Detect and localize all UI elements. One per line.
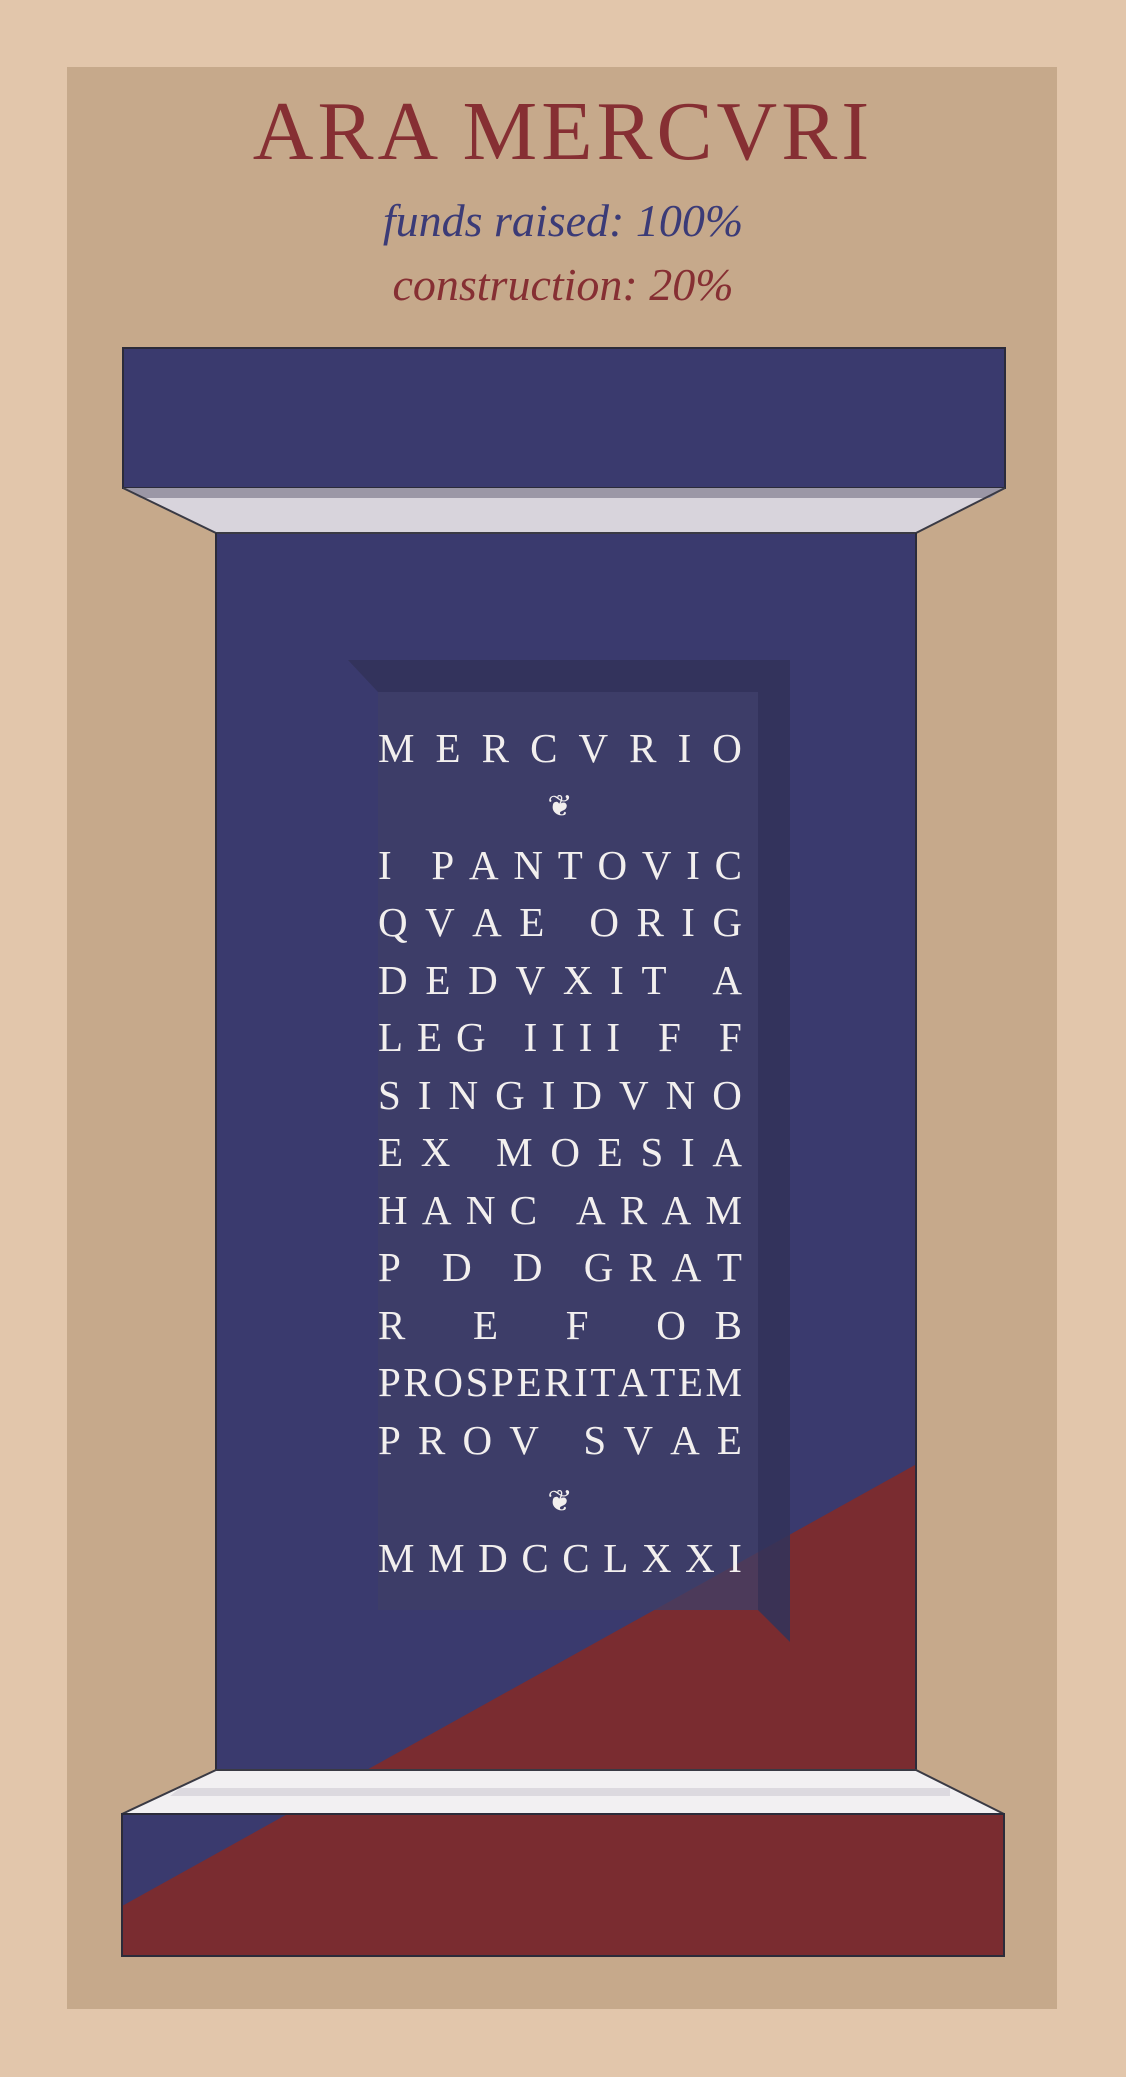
inscription-line: L E G I I I I F F [378,1014,742,1060]
capital-molding-shade [123,488,1005,498]
inscription-line: P R O V S V A E [378,1416,742,1463]
altar-inscription [378,720,742,1588]
construction-status: construction: 20% [392,259,734,310]
inscription-line: P D D G R A T [378,1244,742,1290]
inscription-body [378,837,742,1470]
page-title: ARA MERCVRI [252,85,874,178]
base-molding-shade [170,1788,950,1796]
inscription-date: M M D C C L X X I [378,1535,742,1581]
inscription-line: S I N G I D V N O [378,1071,742,1118]
hedera-divider-icon: ❦ [547,789,573,823]
inscription-line: R E F O B [378,1301,742,1348]
inscription-dedication: M E R C V R I O [378,725,742,771]
inscription-line: E X M O E S I A [378,1129,742,1175]
inscription-line: H A N C A R A M [378,1186,742,1233]
inscription-line: I P A N T O V I C [378,841,742,888]
hedera-divider-icon: ❦ [547,1485,573,1518]
inscription-line: Q V A E O R I G [378,899,742,945]
inscription-line: D E D V X I T A [378,956,742,1003]
inscription-line: P R O S P E R I T A T E M [378,1359,742,1405]
funds-raised-status: funds raised: 100% [382,195,744,246]
